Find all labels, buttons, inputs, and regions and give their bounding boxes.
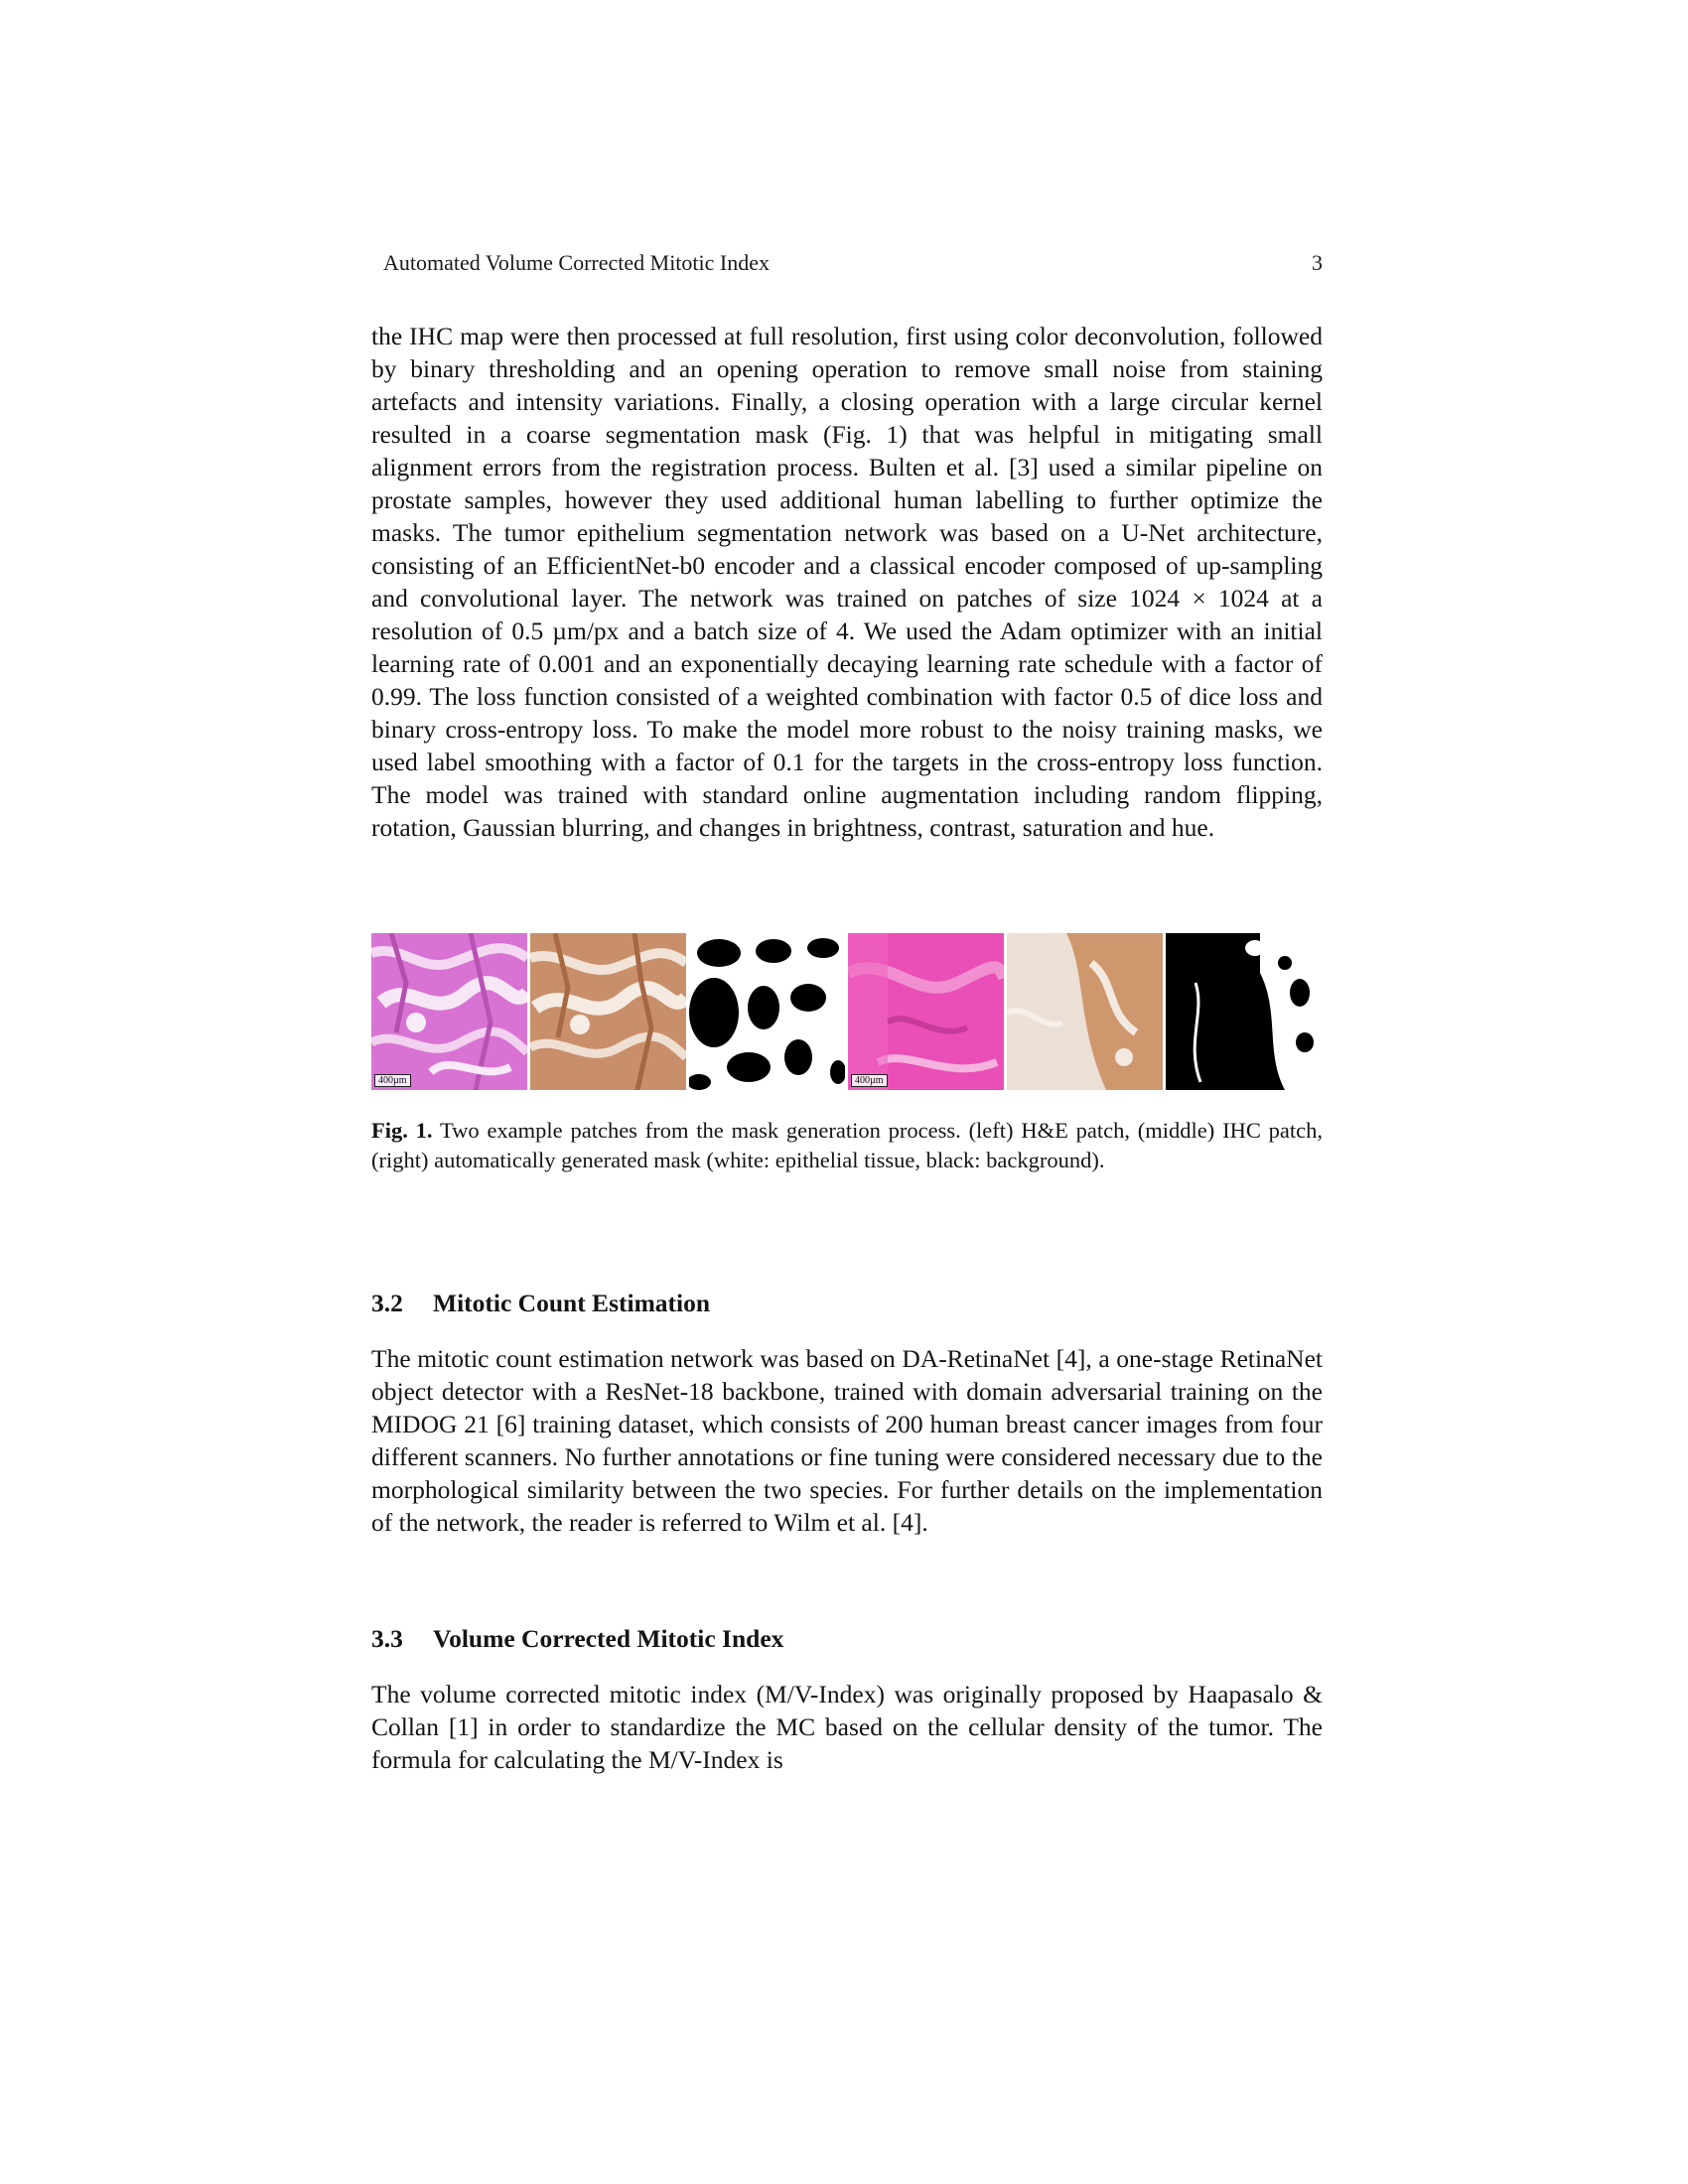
section-number-3-3: 3.3 xyxy=(371,1624,403,1653)
figure-caption xyxy=(371,1116,1323,1175)
ihc-patch-1 xyxy=(530,933,686,1090)
mask-patch-1 xyxy=(689,933,845,1090)
section-3-2-body: The mitotic count estimation network was based on DA-RetinaNet [4], a one-stage RetinaNet object detector with a ResNet-18 backbone, trained with domain adversarial training on the MIDOG 21 [6] training dataset, which consists of 200 human breast cancer images from four different scanners. No further annotations or fine tuning were considered necessary due to the morphological similarity between the two species. For further details on the implementation of the network, the reader is referred to Wilm et al. [4]. xyxy=(371,1344,1323,1537)
ihc-patch-2 xyxy=(1007,933,1163,1090)
mask-patch-2 xyxy=(1166,933,1322,1090)
section-heading-3-3 xyxy=(371,1624,783,1654)
he-patch-1 xyxy=(371,933,527,1090)
page-number: 3 xyxy=(1312,250,1323,275)
section-3-2-body-block xyxy=(371,1342,1323,1539)
scale-bar-label-1: 400µm xyxy=(374,1074,411,1087)
he-patch-2 xyxy=(848,933,1004,1090)
intro-paragraph-block xyxy=(371,320,1323,844)
scale-bar-label-2: 400µm xyxy=(851,1074,888,1087)
figure-caption-text: Two example patches from the mask generation process. (left) H&E patch, (middle) IHC patch, (right) automatically generated mask (white: epithelial tissue, black: background). xyxy=(371,1118,1323,1172)
figure-caption-label: Fig. 1. xyxy=(371,1118,433,1143)
section-title-3-2: Mitotic Count Estimation xyxy=(433,1289,711,1317)
section-3-3-body-block xyxy=(371,1678,1323,1776)
section-3-3-body: The volume corrected mitotic index (M/V-Index) was originally proposed by Haapasalo & Collan [1] in order to standardize the MC based on the cellular density of the tumor. The formula for calculating the M/V-Index is xyxy=(371,1680,1323,1774)
section-heading-3-2 xyxy=(371,1289,710,1318)
running-head xyxy=(383,250,1323,276)
figure-1 xyxy=(371,933,1323,1090)
section-number-3-2: 3.2 xyxy=(371,1289,403,1317)
section-title-3-3: Volume Corrected Mitotic Index xyxy=(433,1624,784,1653)
intro-paragraph: the IHC map were then processed at full resolution, first using color deconvolution, followed by binary thresholding and an opening operation to remove small noise from staining artefacts and intensity variations. Finally, a closing operation with a large circular kernel resulted in a coarse segmentation mask (Fig. 1) that was helpful in mitigating small alignment errors from the registration process. Bulten et al. [3] used a similar pipeline on prostate samples, however they used additional human labelling to further optimize the masks. The tumor epithelium segmentation network was based on a U-Net architecture, consisting of an EfficientNet-b0 encoder and a classical encoder composed of up-sampling and convolutional layer. The network was trained on patches of size 1024 × 1024 at a resolution of 0.5 µm/px and a batch size of 4. We used the Adam optimizer with an initial learning rate of 0.001 and an exponentially decaying learning rate schedule with a factor of 0.99. The loss function consisted of a weighted combination with factor 0.5 of dice loss and binary cross-entropy loss. To make the model more robust to the noisy training masks, we used label smoothing with a factor of 0.1 for the targets in the cross-entropy loss function. The model was trained with standard online augmentation including random flipping, rotation, Gaussian blurring, and changes in brightness, contrast, saturation and hue. xyxy=(371,322,1323,842)
running-title: Automated Volume Corrected Mitotic Index xyxy=(383,250,770,275)
